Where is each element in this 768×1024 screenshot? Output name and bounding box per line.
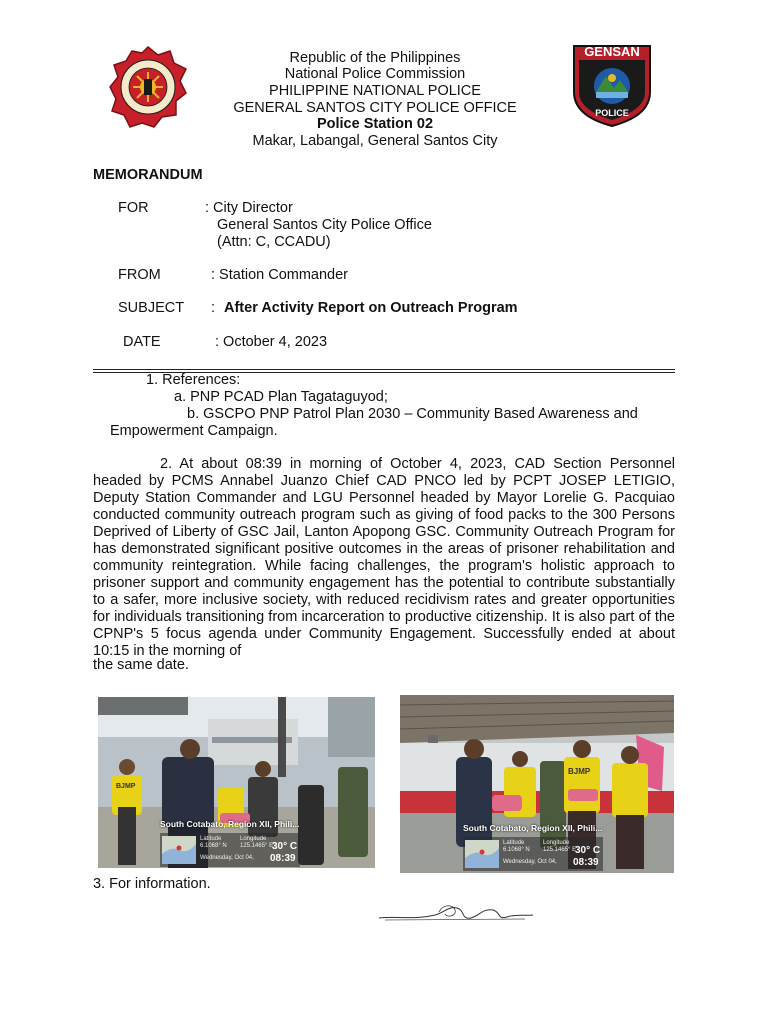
pnp-seal-logo (108, 45, 188, 129)
photo-2-temperature: 30° C (575, 845, 601, 856)
subject-label: SUBJECT (118, 300, 185, 316)
patch-top-text: GENSAN (584, 44, 640, 59)
for-attn: (Attn: C, CCADU) (217, 234, 331, 250)
photo-2-shirt-label: BJMP (568, 767, 591, 776)
photo-1-date: Wednesday, Oct 04, (200, 855, 254, 861)
references-heading: 1. References: (146, 372, 241, 388)
outreach-photo-2 (400, 695, 674, 873)
photo-1-lat-value: 6.1068° N (200, 843, 227, 849)
photo-2-lat-value: 6.1068° N (503, 847, 530, 853)
photo-1-lat-label: Latitude (200, 836, 222, 842)
gensan-police-patch-logo (570, 42, 654, 128)
for-value: : City Director (205, 200, 293, 216)
paragraph-2-last-line: the same date. (93, 657, 189, 673)
memo-title: MEMORANDUM (93, 167, 203, 183)
header-gscpo: GENERAL SANTOS CITY POLICE OFFICE (233, 100, 517, 116)
photo-2-long-label: Longitude (543, 840, 570, 846)
paragraph-2-first-line: 2. At about 08:39 in morning of October 4, 2023, CAD Section Personnel (160, 456, 675, 472)
reference-a: a. PNP PCAD Plan Tagataguyod; (174, 389, 388, 405)
photo-1-location: South Cotabato, Region XII, Phili... (160, 819, 300, 829)
photo-1-geotag-box (160, 833, 300, 867)
header-station: Police Station 02 (316, 116, 434, 132)
patch-bottom-text: POLICE (595, 108, 629, 118)
outreach-photo-1 (98, 697, 375, 868)
header-napolcom: National Police Commission (284, 66, 466, 82)
header-address: Makar, Labangal, General Santos City (252, 133, 498, 149)
date-label: DATE (123, 334, 161, 350)
for-label: FOR (118, 200, 149, 216)
photo-1-temperature: 30° C (272, 841, 298, 852)
header-republic: Republic of the Philippines (289, 50, 461, 66)
photo-2-geotag-box (463, 837, 603, 871)
photo-1-geotag (160, 819, 300, 867)
photo-2-lat-label: Latitude (503, 840, 525, 846)
photo-2-geotag (463, 823, 603, 871)
subject-value: After Activity Report on Outreach Program (224, 300, 518, 316)
from-label: FROM (118, 267, 161, 283)
paragraph-3: 3. For information. (93, 876, 211, 892)
photo-2-date: Wednesday, Oct 04, (503, 859, 557, 865)
photo-1-long-label: Longitude (240, 836, 267, 842)
date-value: : October 4, 2023 (215, 334, 328, 350)
photo-2-map-thumbnail (465, 840, 499, 868)
photo-2-long-value: 125.1465° E (543, 847, 577, 853)
reference-b-continued: Empowerment Campaign. (110, 423, 278, 439)
photo-1-time: 08:39 (270, 853, 296, 864)
photo-1-map-thumbnail (162, 836, 196, 864)
for-office: General Santos City Police Office (217, 217, 432, 233)
from-value: : Station Commander (211, 267, 349, 283)
reference-b: b. GSCPO PNP Patrol Plan 2030 – Community Based Awareness and (187, 406, 638, 422)
photo-1-long-value: 125.1465° E (240, 843, 274, 849)
paragraph-2-body: headed by PCMS Annabel Juanzo Chief CAD PNCO led by PCPT JOSEP LETIGIO, Deputy Station Commander and LGU Personnel headed by Mayor Lorelie G. Pacquiao conducted community outreach program such as giving of food packs to the 300 Persons Deprived of Liberty of GSC Jail, Lanton Apopong GSC. Community Outreach Program for has demonstrated significant positive outcomes in the areas of prisoner rehabilitation and community reintegration. While facing challenges, the program's holistic approach to prisoner support and community engagement has the potential to contribute substantially to a safer, more inclusive society, with reduced recidivism rates and greater opportunities for individuals transitioning from incarceration to productive citizenship. It is also part of the CPNP's 5 focus agenda under Community Engagement. Successfully ended at about 10:15 in the morning of (93, 473, 675, 659)
signature (375, 900, 535, 926)
photo-2-location: South Cotabato, Region XII, Phili... (463, 823, 603, 833)
photo-1-shirt-label: BJMP (116, 783, 136, 790)
photo-2-time: 08:39 (573, 857, 599, 868)
subject-colon: : (211, 300, 216, 316)
header-pnp: PHILIPPINE NATIONAL POLICE (269, 83, 481, 99)
